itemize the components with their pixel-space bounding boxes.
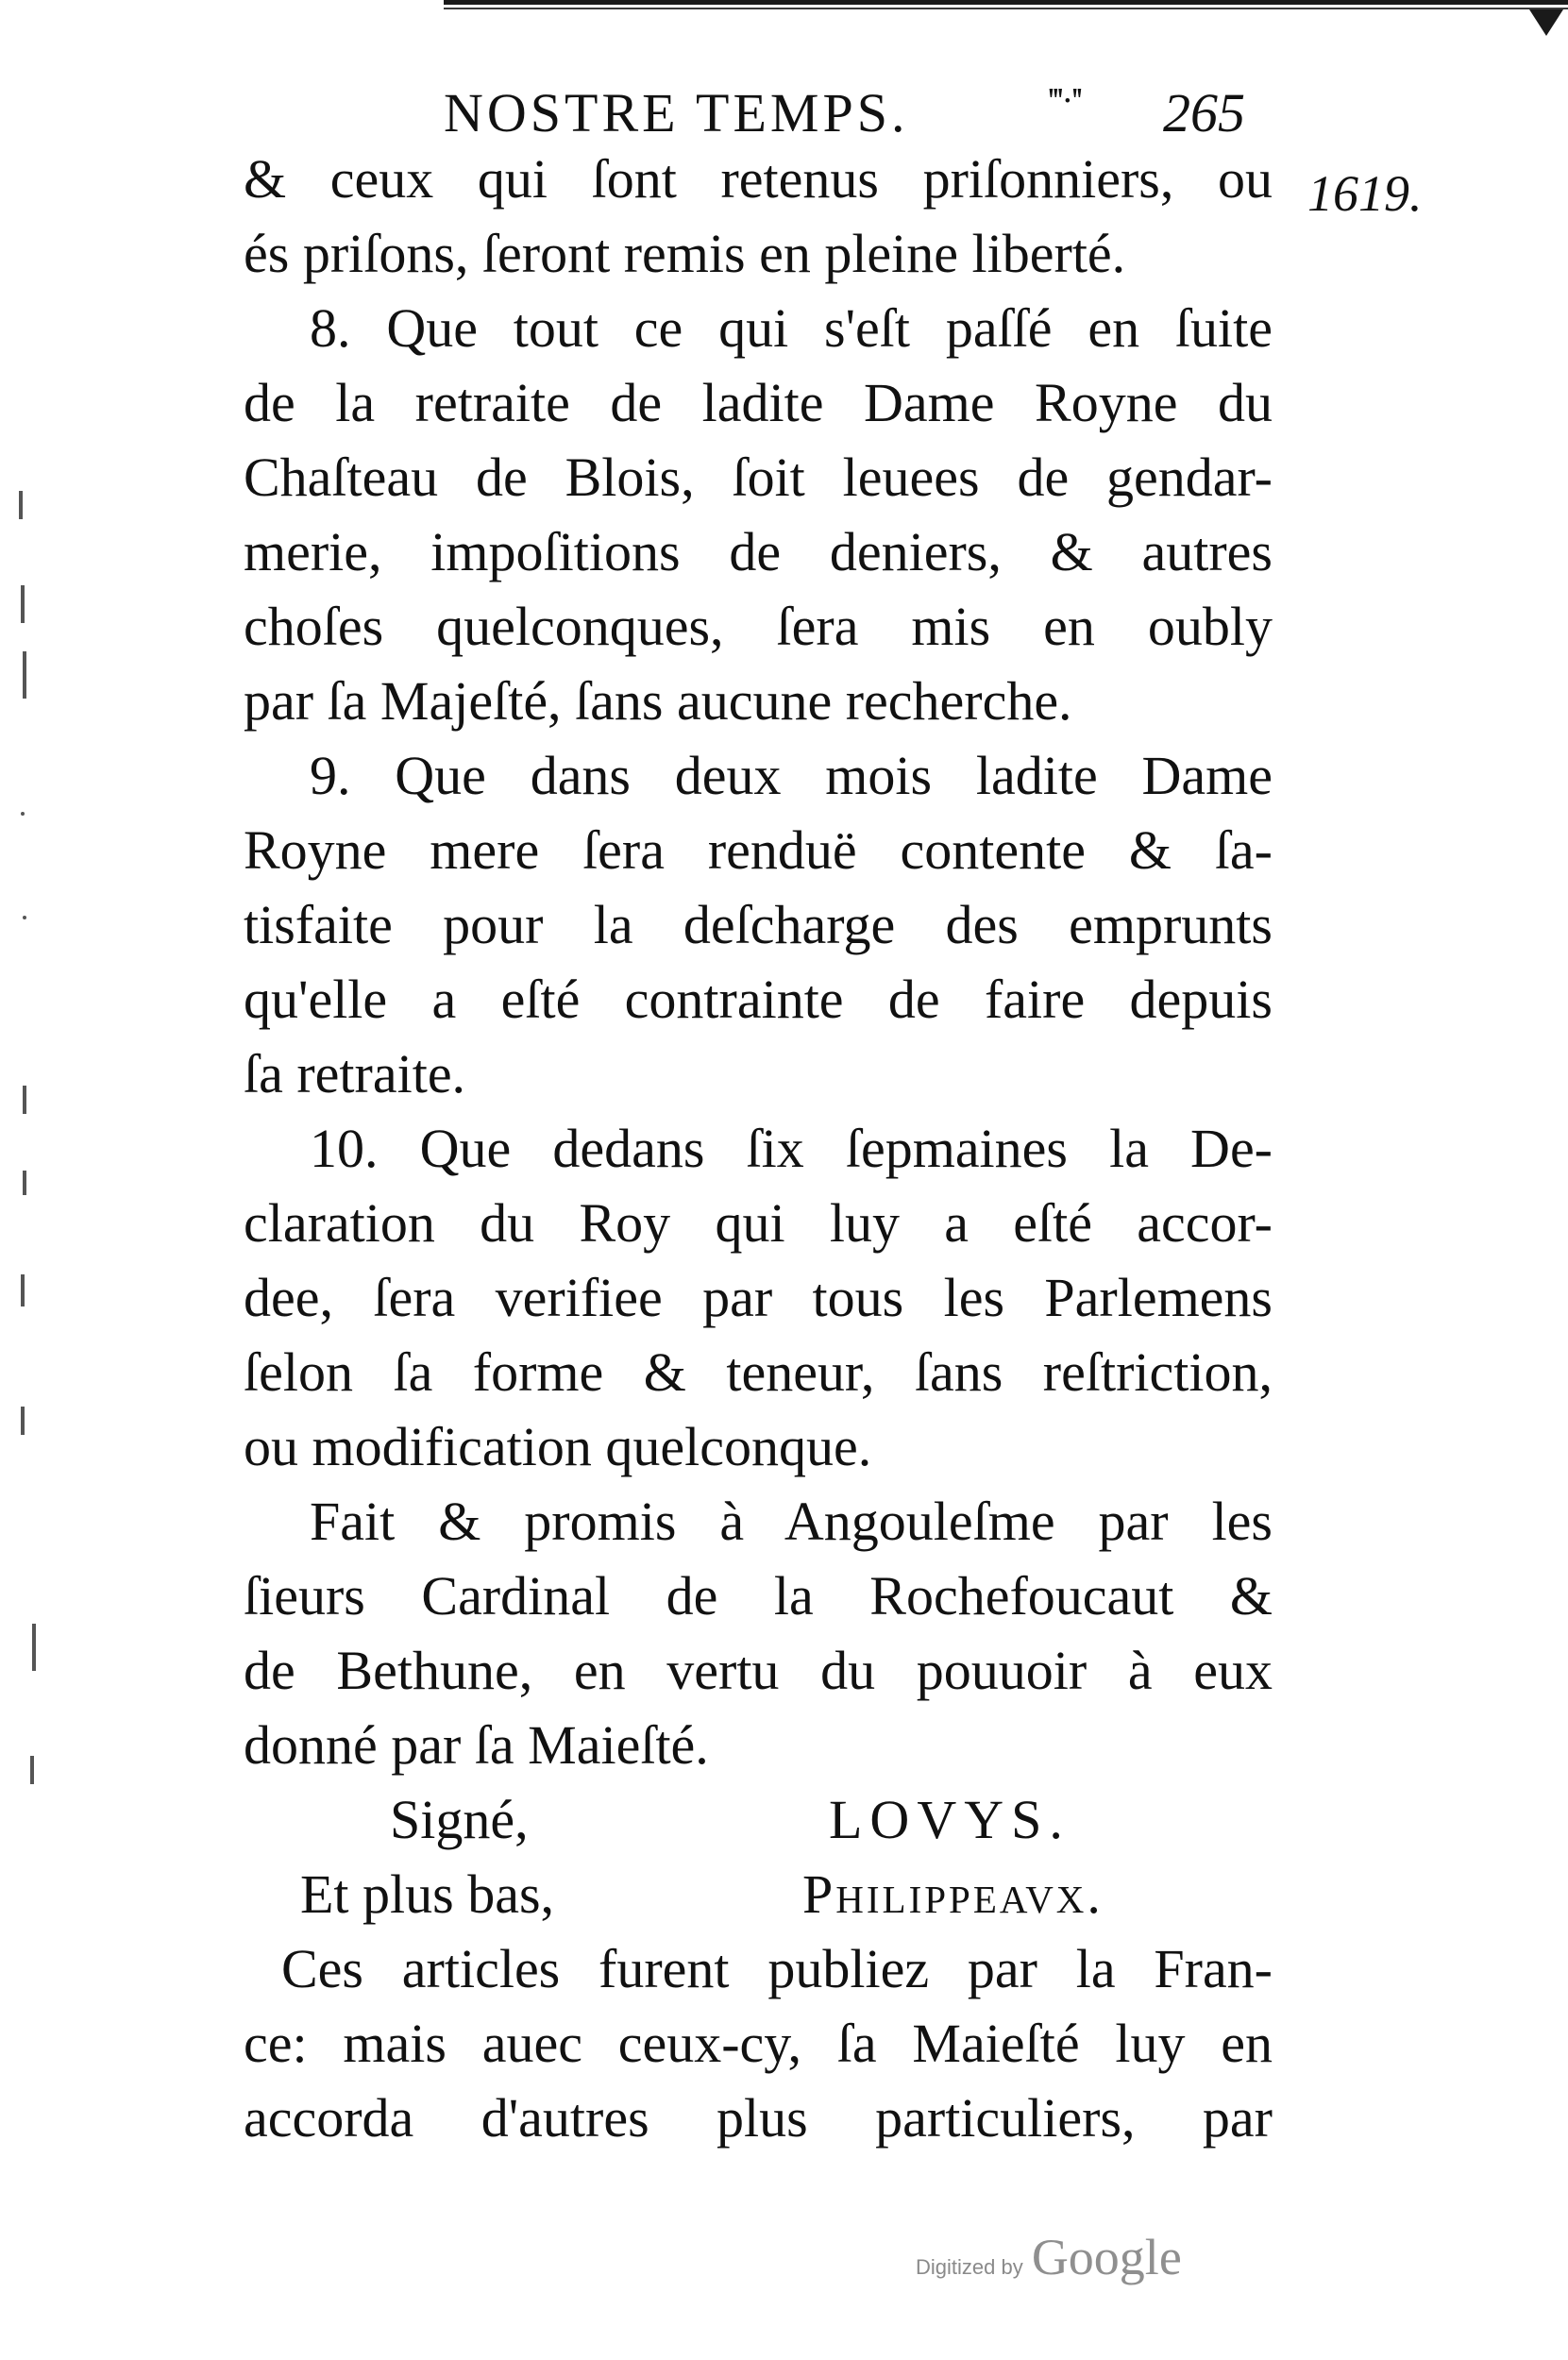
top-border-ornament <box>1529 9 1563 36</box>
text-line: Ces articles furent publiez par la Fran- <box>281 1938 1273 1999</box>
text-line: & ceux qui ſont retenus priſonniers, ou <box>244 148 1273 210</box>
google-logo: Google <box>1031 2229 1182 2285</box>
text-line: dee, ſera verifiee par tous les Parlemens <box>244 1267 1273 1328</box>
body-text <box>244 142 1273 2155</box>
text-line: de la retraite de ladite Dame Royne du <box>244 372 1273 433</box>
left-margin-specks <box>9 472 47 1794</box>
digitized-by-google-watermark <box>916 2228 1182 2303</box>
margin-year-note: 1619. <box>1307 165 1423 222</box>
text-line: tisfaite pour la deſcharge des emprunts <box>244 894 1273 955</box>
text-line: donné par ſa Maieſté. <box>244 1714 709 1776</box>
countersignature-label: Et plus bas, <box>300 1863 555 1925</box>
text-line: merie, impoſitions de deniers, & autres <box>244 521 1273 582</box>
signature-line <box>244 1782 1273 1857</box>
article-9-line: 9. Que dans deux mois ladite Dame <box>310 745 1273 806</box>
text-line: ſieurs Cardinal de la Rochefoucaut & <box>244 1565 1273 1627</box>
text-line: de Bethune, en vertu du pouuoir à eux <box>244 1640 1273 1701</box>
text-line: Royne mere ſera renduë contente & ſa- <box>244 819 1273 881</box>
running-title: NOSTRE TEMPS. <box>444 82 909 143</box>
text-line: accorda d'autres plus particuliers, par <box>244 2087 1273 2149</box>
text-line: choſes quelconques, ſera mis en oubly <box>244 596 1273 657</box>
countersignature-line <box>244 1857 1273 1931</box>
page-number: 265 <box>1163 82 1245 143</box>
article-10-line: 10. Que dedans ſix ſepmaines la De- <box>310 1118 1273 1179</box>
article-8-line: 8. Que tout ce qui s'eſt paſſé en ſuite <box>310 297 1273 359</box>
signature-label: Signé, <box>390 1789 529 1850</box>
signature-name: LOVYS. <box>829 1789 1071 1850</box>
text-line: ou modification quelconque. <box>244 1416 872 1477</box>
countersignature-name: Philippeavx. <box>802 1863 1104 1925</box>
closing-formula-line: Fait & promis à Angouleſme par les <box>310 1491 1273 1552</box>
text-line: qu'elle a eſté contrainte de faire depuis <box>244 969 1273 1030</box>
text-line: ce: mais auec ceux-cy, ſa Maieſté luy en <box>244 2013 1273 2074</box>
header-ornament: '''·'' <box>1048 81 1081 121</box>
text-line: ſelon ſa forme & teneur, ſans reſtriction, <box>244 1341 1273 1403</box>
top-border-rule <box>444 0 1568 11</box>
text-line: par ſa Majeſté, ſans aucune recherche. <box>244 670 1072 732</box>
watermark-prefix: Digitized by <box>916 2255 1023 2279</box>
text-line: Chaſteau de Blois, ſoit leuees de gendar- <box>244 447 1273 508</box>
text-line: claration du Roy qui luy a eſté accor- <box>244 1192 1273 1254</box>
text-line: ſa retraite. <box>244 1043 466 1104</box>
text-line: és priſons, ſeront remis en pleine liberté. <box>244 223 1126 284</box>
